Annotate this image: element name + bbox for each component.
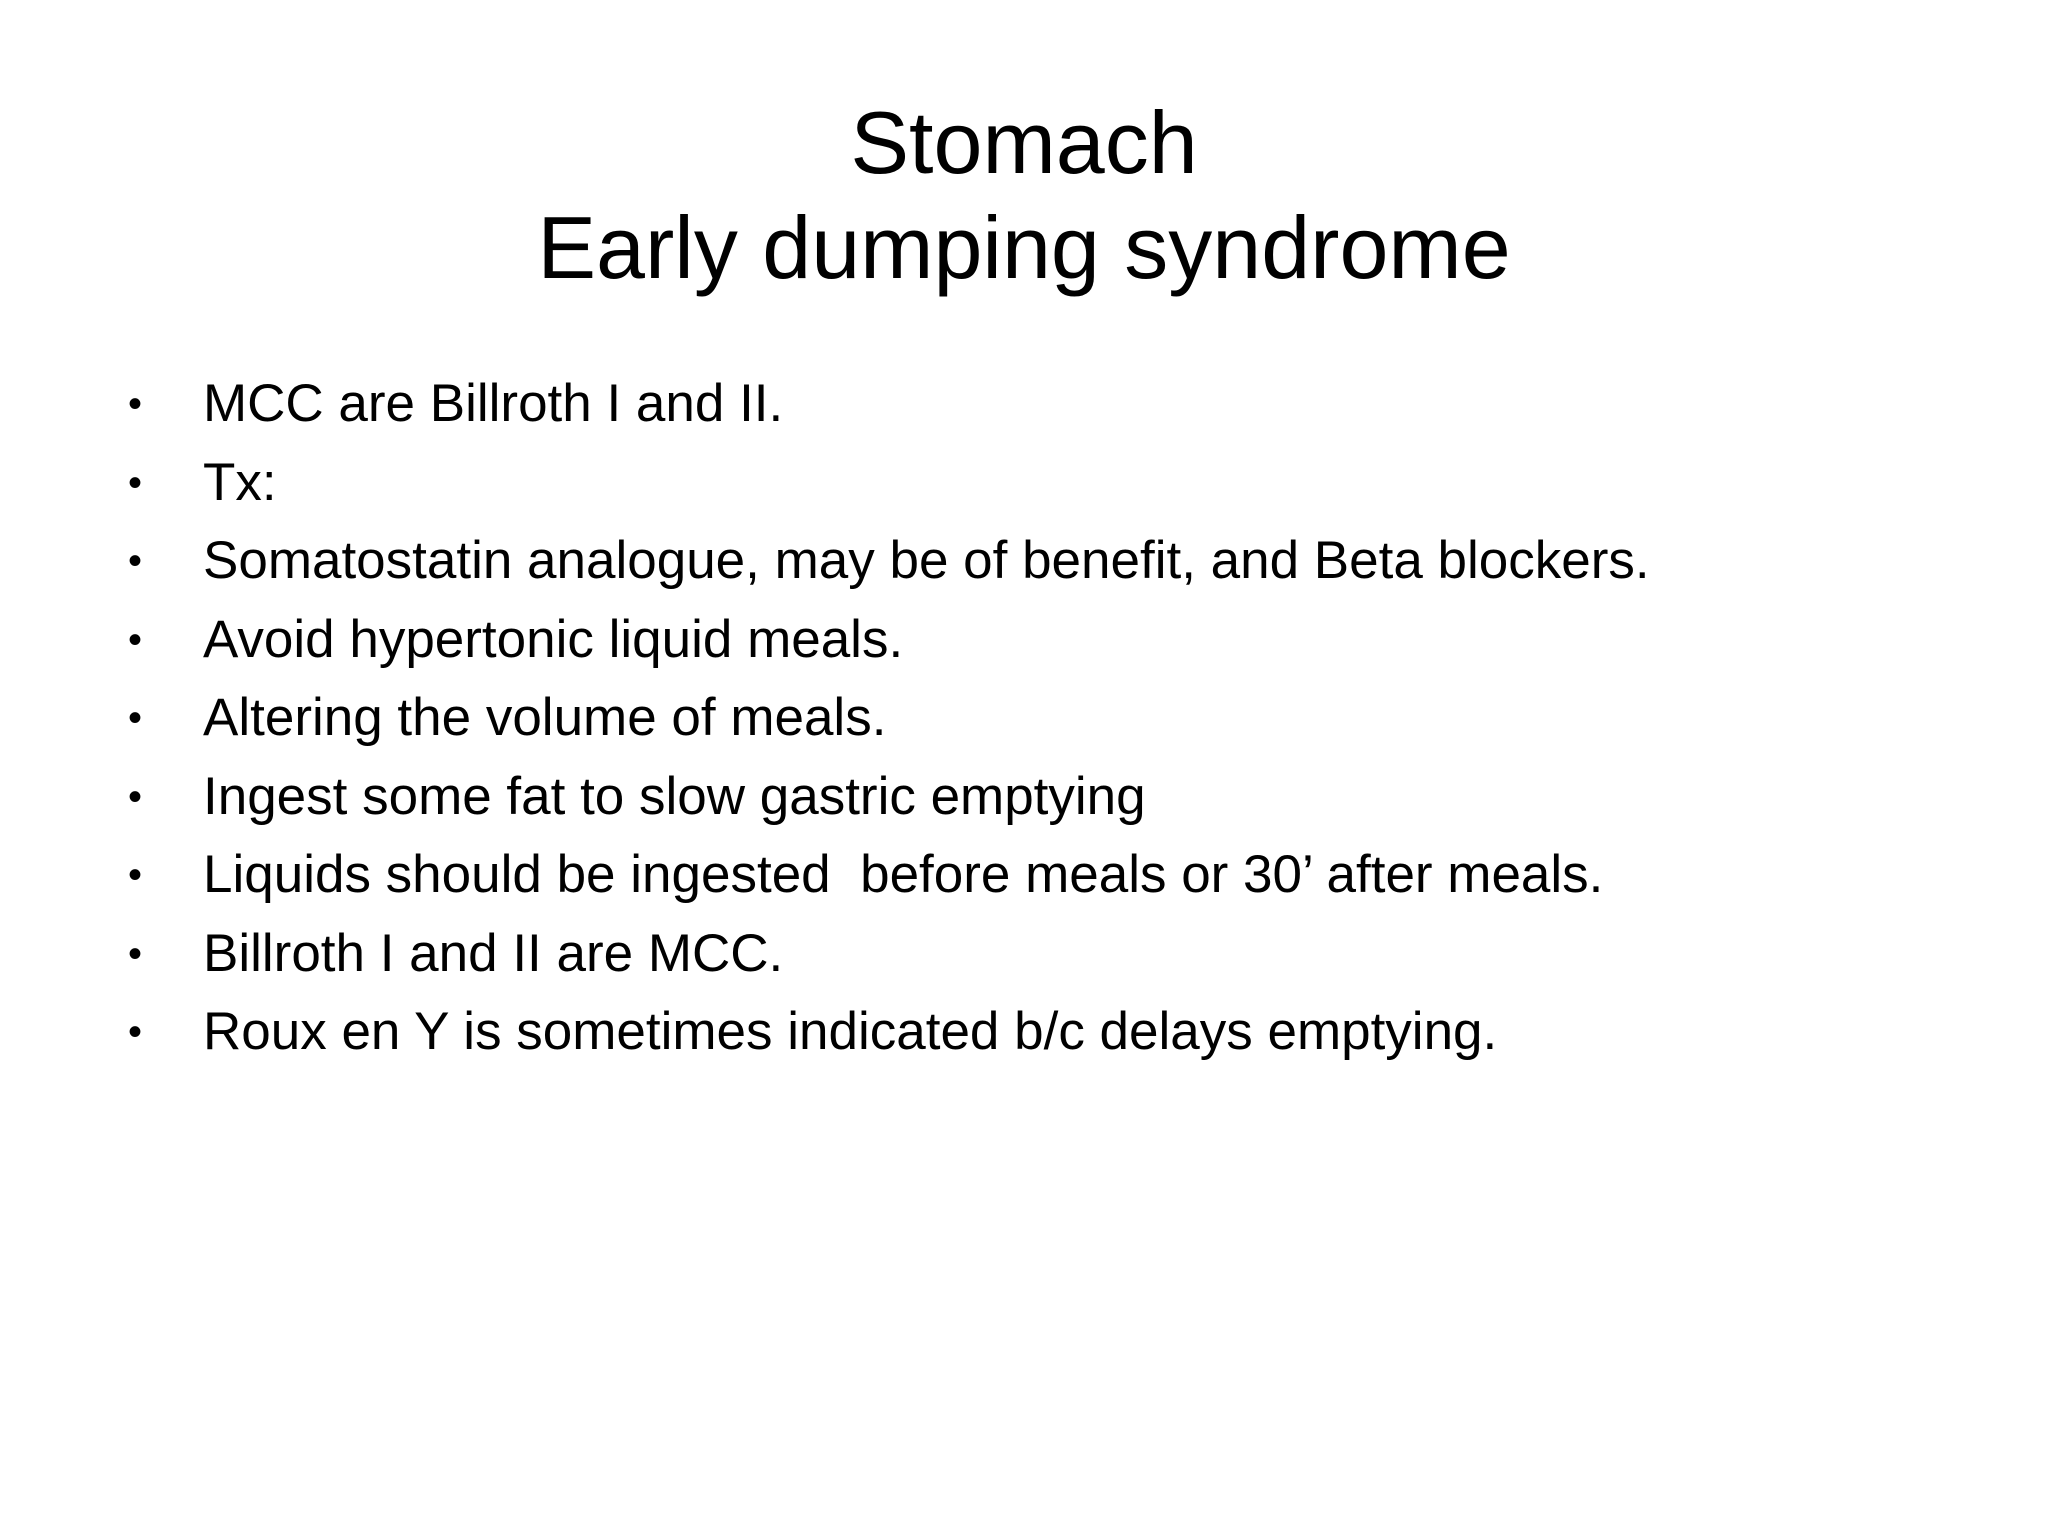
list-item: [120, 444, 2000, 523]
bullet-icon: •: [127, 774, 142, 819]
bullet-icon: •: [127, 460, 142, 505]
list-item: [120, 601, 2000, 680]
bullet-text: Tx:: [203, 452, 277, 512]
list-item: [120, 679, 2000, 758]
list-item: [120, 836, 2000, 915]
bullet-text: Avoid hypertonic liquid meals.: [203, 609, 904, 669]
bullet-text: Liquids should be ingested before meals or 30’ after meals.: [203, 845, 1604, 904]
bullet-list: [120, 365, 2000, 1072]
list-item: [120, 915, 2000, 994]
list-item: [120, 522, 2000, 601]
bullet-icon: •: [127, 1010, 142, 1054]
bullet-icon: •: [127, 853, 142, 897]
title-line-subtopic: Early dumping syndrome: [537, 198, 1511, 297]
bullet-text: Billroth I and II are MCC.: [203, 923, 784, 983]
bullet-icon: •: [127, 539, 142, 583]
title-line-topic: Stomach: [850, 93, 1198, 192]
bullet-text: Ingest some fat to slow gastric emptying: [203, 766, 1146, 826]
bullet-text: Altering the volume of meals.: [203, 688, 887, 747]
list-item: [120, 993, 2000, 1072]
slide-title: [0, 90, 2048, 300]
list-item: [120, 758, 2000, 837]
bullet-icon: •: [127, 617, 142, 662]
bullet-text: Somatostatin analogue, may be of benefit, and Beta blockers.: [203, 531, 1650, 590]
bullet-icon: •: [127, 382, 142, 426]
bullet-icon: •: [127, 931, 142, 976]
bullet-icon: •: [127, 696, 142, 740]
bullet-text: MCC are Billroth I and II.: [203, 374, 784, 433]
list-item: [120, 365, 2000, 444]
bullet-text: Roux en Y is sometimes indicated b/c delays emptying.: [203, 1002, 1498, 1061]
